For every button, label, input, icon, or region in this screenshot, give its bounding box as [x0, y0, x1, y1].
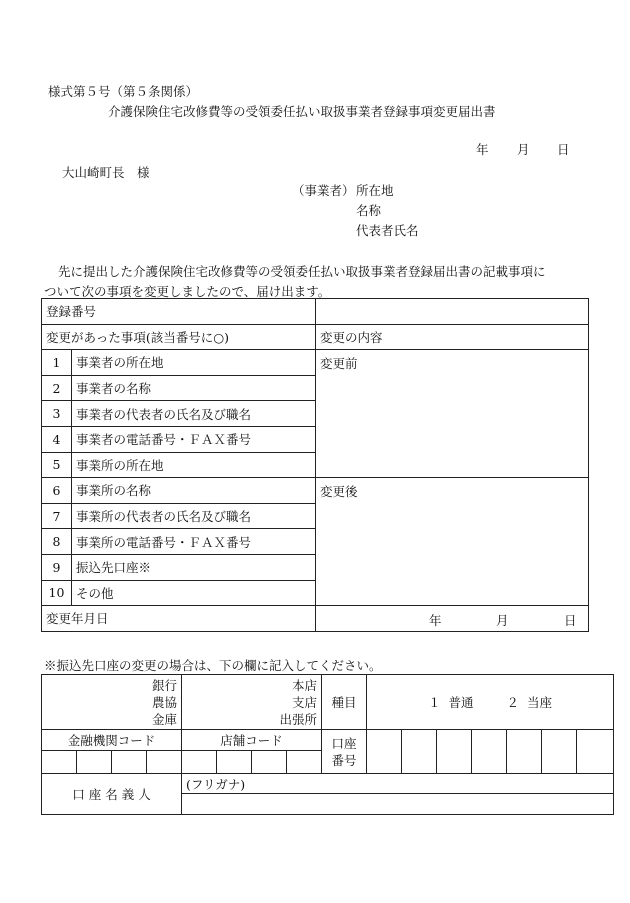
- account-label-line2: 番号: [331, 752, 357, 768]
- before-label: 変更前: [320, 356, 358, 372]
- applicant-role: （事業者）: [292, 183, 355, 198]
- inst-code-digit-cell[interactable]: [147, 751, 182, 774]
- branch-type-branch: 支店: [292, 694, 318, 710]
- account-type-options[interactable]: １ 普通 ２ 当座: [367, 675, 614, 730]
- change-date-month: 月: [496, 613, 509, 629]
- account-digit-cell[interactable]: [367, 730, 402, 774]
- change-table: [41, 298, 589, 632]
- item-number[interactable]: 10: [42, 580, 72, 606]
- document-title: 介護保険住宅改修費等の受領委任払い取扱事業者登録事項変更届出書: [108, 104, 496, 119]
- change-date-label: 変更年月日: [42, 606, 316, 632]
- item-number[interactable]: 9: [42, 554, 72, 580]
- inst-type-credit: 金庫: [152, 711, 178, 727]
- applicant-rep-label: 代表者氏名: [356, 223, 419, 238]
- change-date-field[interactable]: [316, 606, 589, 632]
- account-holder-label: 口 座 名 義 人: [42, 774, 182, 815]
- date-day-label: 日: [557, 142, 570, 157]
- branch-type-office: 出張所: [279, 711, 318, 727]
- reg-number-field[interactable]: [316, 299, 589, 325]
- item-number[interactable]: 5: [42, 452, 72, 478]
- account-digit-cell[interactable]: [542, 730, 577, 774]
- furigana-label: (フリガナ): [186, 776, 246, 792]
- institution-type-cell[interactable]: [42, 675, 182, 730]
- date-month-label: 月: [517, 142, 530, 157]
- branch-type-cell[interactable]: [182, 675, 322, 730]
- item-label: 事業者の名称: [72, 375, 316, 401]
- branch-code-digit-cell[interactable]: [287, 751, 322, 774]
- account-label-line1: 口座: [331, 735, 357, 751]
- branch-type-main: 本店: [292, 677, 318, 693]
- item-label: 事業所の所在地: [72, 452, 316, 478]
- applicant-name-label: 名称: [356, 203, 382, 218]
- intro-line-1: 先に提出した介護保険住宅改修費等の受領委任払い取扱事業者登録届出書の記載事項に: [58, 264, 546, 279]
- item-label: 振込先口座※: [72, 554, 316, 580]
- item-number[interactable]: 8: [42, 529, 72, 555]
- item-number[interactable]: 4: [42, 426, 72, 452]
- addressee: 大山崎町長 様: [62, 165, 150, 180]
- change-date-year: 年: [429, 613, 442, 629]
- item-label: 事業者の所在地: [72, 350, 316, 376]
- item-label: 事業者の代表者の氏名及び職名: [72, 401, 316, 427]
- item-label: 事業者の電話番号・ＦＡＸ番号: [72, 426, 316, 452]
- date-year-label: 年: [476, 142, 489, 157]
- change-content-header: 変更の内容: [316, 324, 589, 350]
- after-label: 変更後: [320, 484, 358, 500]
- item-label: 事業所の代表者の氏名及び職名: [72, 503, 316, 529]
- inst-type-agri: 農協: [152, 694, 178, 710]
- item-number[interactable]: 3: [42, 401, 72, 427]
- applicant-address-label: 所在地: [356, 183, 394, 198]
- account-digit-cell[interactable]: [472, 730, 507, 774]
- account-type-label: 種目: [322, 675, 367, 730]
- item-number[interactable]: 6: [42, 478, 72, 504]
- bank-note: ※振込先口座の変更の場合は、下の欄に記入してください。: [44, 658, 382, 673]
- before-change-field[interactable]: [316, 350, 589, 478]
- bank-table: [41, 674, 614, 815]
- account-digit-cell[interactable]: [437, 730, 472, 774]
- inst-type-bank: 銀行: [152, 677, 178, 693]
- branch-code-digit-cell[interactable]: [252, 751, 287, 774]
- inst-code-digit-cell[interactable]: [77, 751, 112, 774]
- form-number: 様式第５号（第５条関係）: [48, 84, 199, 99]
- inst-code-digit-cell[interactable]: [112, 751, 147, 774]
- branch-code-label: 店舗コード: [182, 730, 322, 751]
- item-number[interactable]: 1: [42, 350, 72, 376]
- inst-code-digit-cell[interactable]: [42, 751, 77, 774]
- account-digit-cell[interactable]: [577, 730, 614, 774]
- after-change-field[interactable]: [316, 478, 589, 606]
- account-digit-cell[interactable]: [507, 730, 542, 774]
- item-label: 事業所の名称: [72, 478, 316, 504]
- item-number[interactable]: 2: [42, 375, 72, 401]
- item-number[interactable]: 7: [42, 503, 72, 529]
- change-date-day: 日: [564, 613, 577, 629]
- item-label: その他: [72, 580, 316, 606]
- account-number-label: [322, 730, 367, 774]
- branch-code-digit-cell[interactable]: [182, 751, 217, 774]
- intro-line-2: ついて次の事項を変更しましたので、届け出ます。: [44, 284, 331, 299]
- inst-code-label: 金融機関コード: [42, 730, 182, 751]
- account-digit-cell[interactable]: [402, 730, 437, 774]
- reg-number-label: 登録番号: [42, 299, 316, 325]
- item-label: 事業所の電話番号・ＦＡＸ番号: [72, 529, 316, 555]
- account-holder-name-field[interactable]: [182, 794, 614, 815]
- furigana-field[interactable]: [182, 774, 614, 794]
- branch-code-digit-cell[interactable]: [217, 751, 252, 774]
- changed-items-header: 変更があった事項(該当番号に○): [42, 324, 316, 350]
